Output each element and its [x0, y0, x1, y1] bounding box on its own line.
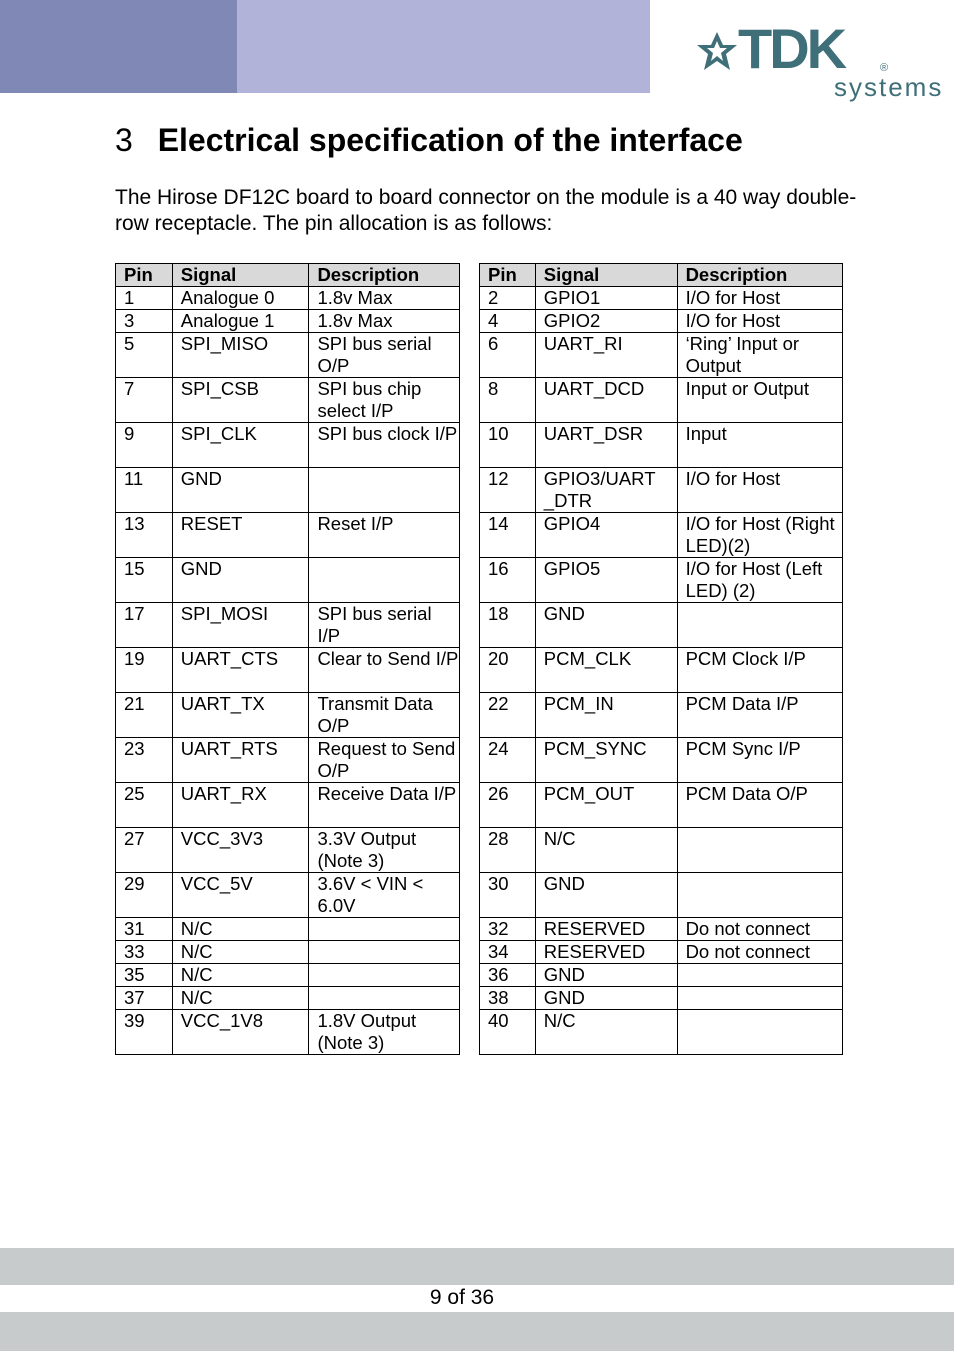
pin-cell: 32 — [480, 918, 536, 941]
pin-cell: 5 — [116, 333, 173, 378]
pin-cell: 2 — [480, 287, 536, 310]
signal-cell: PCM_OUT — [535, 783, 677, 828]
signal-cell: RESET — [172, 513, 309, 558]
logo-subtitle: systems — [834, 72, 944, 102]
description-cell: 1.8v Max — [309, 287, 460, 310]
signal-cell: GPIO5 — [535, 558, 677, 603]
table-row — [116, 828, 460, 873]
table-row — [480, 310, 843, 333]
description-cell — [309, 918, 460, 941]
pin-table-odd — [115, 263, 460, 1055]
pin-cell: 15 — [116, 558, 173, 603]
signal-cell: GPIO2 — [535, 310, 677, 333]
table-row — [116, 738, 460, 783]
signal-cell: VCC_3V3 — [172, 828, 309, 873]
signal-cell: GND — [172, 468, 309, 513]
signal-cell: PCM_CLK — [535, 648, 677, 693]
pin-cell: 3 — [116, 310, 173, 333]
description-cell — [677, 987, 842, 1010]
section-number: 3 — [115, 122, 133, 158]
pin-cell: 14 — [480, 513, 536, 558]
description-cell — [677, 603, 842, 648]
table-row — [116, 873, 460, 918]
description-cell — [677, 964, 842, 987]
description-cell — [309, 987, 460, 1010]
pin-cell: 19 — [116, 648, 173, 693]
description-cell — [309, 558, 460, 603]
description-cell: I/O for Host (Right LED)(2) — [677, 513, 842, 558]
signal-cell: GND — [535, 873, 677, 918]
tdk-emblem-icon — [694, 30, 740, 74]
signal-cell: GPIO1 — [535, 287, 677, 310]
pin-cell: 11 — [116, 468, 173, 513]
table-row — [116, 558, 460, 603]
table-row — [116, 333, 460, 378]
signal-cell: N/C — [172, 964, 309, 987]
signal-cell: N/C — [172, 987, 309, 1010]
pin-cell: 29 — [116, 873, 173, 918]
description-cell: Do not connect — [677, 918, 842, 941]
header-band-light — [237, 0, 650, 93]
pin-cell: 6 — [480, 333, 536, 378]
description-cell — [677, 828, 842, 873]
pin-cell: 16 — [480, 558, 536, 603]
signal-cell: UART_CTS — [172, 648, 309, 693]
description-cell: PCM Data O/P — [677, 783, 842, 828]
pin-cell: 1 — [116, 287, 173, 310]
description-cell: Reset I/P — [309, 513, 460, 558]
signal-cell: SPI_MISO — [172, 333, 309, 378]
description-cell: PCM Sync I/P — [677, 738, 842, 783]
table-row — [480, 987, 843, 1010]
pin-cell: 33 — [116, 941, 173, 964]
description-cell: Input or Output — [677, 378, 842, 423]
signal-cell: GND — [535, 987, 677, 1010]
table-row — [480, 333, 843, 378]
header-signal: Signal — [535, 264, 677, 287]
table-row — [480, 828, 843, 873]
signal-cell: GND — [535, 603, 677, 648]
header-signal: Signal — [172, 264, 309, 287]
table-row — [116, 918, 460, 941]
description-cell: PCM Data I/P — [677, 693, 842, 738]
pin-cell: 18 — [480, 603, 536, 648]
signal-cell: N/C — [172, 918, 309, 941]
pin-cell: 22 — [480, 693, 536, 738]
signal-cell: GPIO3/UART _DTR — [535, 468, 677, 513]
signal-cell: PCM_IN — [535, 693, 677, 738]
pin-cell: 9 — [116, 423, 173, 468]
table-row — [480, 558, 843, 603]
pin-cell: 38 — [480, 987, 536, 1010]
signal-cell: PCM_SYNC — [535, 738, 677, 783]
page-number: 9 of 36 — [429, 1286, 495, 1309]
pin-cell: 20 — [480, 648, 536, 693]
pin-cell: 36 — [480, 964, 536, 987]
description-cell: 3.3V Output (Note 3) — [309, 828, 460, 873]
header-pin: Pin — [480, 264, 536, 287]
table-row — [480, 468, 843, 513]
table-row — [116, 941, 460, 964]
signal-cell: UART_TX — [172, 693, 309, 738]
signal-cell: VCC_5V — [172, 873, 309, 918]
table-row — [480, 287, 843, 310]
signal-cell: N/C — [172, 941, 309, 964]
pin-cell: 10 — [480, 423, 536, 468]
tdk-logo — [694, 17, 944, 102]
table-row — [480, 648, 843, 693]
table-header-row — [480, 264, 843, 287]
table-row — [480, 918, 843, 941]
table-row — [116, 378, 460, 423]
table-row — [116, 1010, 460, 1055]
table-row — [480, 873, 843, 918]
pin-cell: 23 — [116, 738, 173, 783]
signal-cell: RESERVED — [535, 941, 677, 964]
pin-cell: 4 — [480, 310, 536, 333]
signal-cell: SPI_CLK — [172, 423, 309, 468]
header-description: Description — [677, 264, 842, 287]
description-cell — [309, 468, 460, 513]
signal-cell: SPI_MOSI — [172, 603, 309, 648]
description-cell: Request to Send O/P — [309, 738, 460, 783]
table-row — [116, 513, 460, 558]
signal-cell: UART_RTS — [172, 738, 309, 783]
signal-cell: Analogue 0 — [172, 287, 309, 310]
pin-cell: 27 — [116, 828, 173, 873]
signal-cell: GND — [535, 964, 677, 987]
table-header-row — [116, 264, 460, 287]
table-row — [116, 693, 460, 738]
signal-cell: N/C — [535, 1010, 677, 1055]
pin-cell: 7 — [116, 378, 173, 423]
pin-cell: 26 — [480, 783, 536, 828]
signal-cell: Analogue 1 — [172, 310, 309, 333]
pin-cell: 39 — [116, 1010, 173, 1055]
description-cell: ‘Ring’ Input or Output — [677, 333, 842, 378]
description-cell: I/O for Host — [677, 468, 842, 513]
intro-paragraph: The Hirose DF12C board to board connector on the module is a 40 way double-row receptacle. The pin allocation is as follows: — [115, 186, 857, 235]
table-row — [480, 693, 843, 738]
table-row — [480, 378, 843, 423]
description-cell: SPI bus chip select I/P — [309, 378, 460, 423]
description-cell: SPI bus clock I/P — [309, 423, 460, 468]
table-row — [116, 783, 460, 828]
header-band-dark — [0, 0, 237, 93]
pin-table-even — [479, 263, 843, 1055]
pin-cell: 31 — [116, 918, 173, 941]
pin-cell: 40 — [480, 1010, 536, 1055]
table-row — [116, 287, 460, 310]
signal-cell: UART_DSR — [535, 423, 677, 468]
table-row — [116, 310, 460, 333]
pin-cell: 35 — [116, 964, 173, 987]
table-row — [116, 964, 460, 987]
table-row — [480, 783, 843, 828]
table-row — [116, 648, 460, 693]
table-row — [480, 603, 843, 648]
footer-band-bottom — [0, 1312, 954, 1351]
table-row — [480, 941, 843, 964]
description-cell — [309, 941, 460, 964]
table-row — [116, 987, 460, 1010]
description-cell — [309, 964, 460, 987]
signal-cell: VCC_1V8 — [172, 1010, 309, 1055]
description-cell: SPI bus serial O/P — [309, 333, 460, 378]
signal-cell: GND — [172, 558, 309, 603]
pin-cell: 21 — [116, 693, 173, 738]
pin-cell: 17 — [116, 603, 173, 648]
signal-cell: UART_RI — [535, 333, 677, 378]
section-heading — [115, 122, 743, 159]
description-cell: I/O for Host (Left LED) (2) — [677, 558, 842, 603]
header-description: Description — [309, 264, 460, 287]
logo-brand: TDK — [738, 17, 845, 80]
signal-cell: UART_DCD — [535, 378, 677, 423]
pin-cell: 24 — [480, 738, 536, 783]
description-cell: 1.8v Max — [309, 310, 460, 333]
table-row — [116, 603, 460, 648]
description-cell: Clear to Send I/P — [309, 648, 460, 693]
description-cell — [677, 1010, 842, 1055]
header-pin: Pin — [116, 264, 173, 287]
table-row — [480, 513, 843, 558]
signal-cell: RESERVED — [535, 918, 677, 941]
description-cell: Transmit Data O/P — [309, 693, 460, 738]
pin-cell: 8 — [480, 378, 536, 423]
description-cell: SPI bus serial I/P — [309, 603, 460, 648]
description-cell: Do not connect — [677, 941, 842, 964]
signal-cell: N/C — [535, 828, 677, 873]
description-cell: 3.6V < VIN < 6.0V — [309, 873, 460, 918]
pin-cell: 28 — [480, 828, 536, 873]
footer-band-top — [0, 1248, 954, 1285]
pin-cell: 12 — [480, 468, 536, 513]
pin-cell: 25 — [116, 783, 173, 828]
table-row — [480, 738, 843, 783]
table-row — [480, 964, 843, 987]
description-cell — [677, 873, 842, 918]
table-row — [480, 423, 843, 468]
signal-cell: SPI_CSB — [172, 378, 309, 423]
description-cell: PCM Clock I/P — [677, 648, 842, 693]
section-title: Electrical specification of the interface — [157, 122, 743, 158]
pin-cell: 37 — [116, 987, 173, 1010]
description-cell: 1.8V Output (Note 3) — [309, 1010, 460, 1055]
description-cell: Receive Data I/P — [309, 783, 460, 828]
pin-cell: 30 — [480, 873, 536, 918]
description-cell: Input — [677, 423, 842, 468]
signal-cell: UART_RX — [172, 783, 309, 828]
table-row — [480, 1010, 843, 1055]
description-cell: I/O for Host — [677, 287, 842, 310]
description-cell: I/O for Host — [677, 310, 842, 333]
signal-cell: GPIO4 — [535, 513, 677, 558]
pin-cell: 34 — [480, 941, 536, 964]
table-row — [116, 423, 460, 468]
table-row — [116, 468, 460, 513]
pin-cell: 13 — [116, 513, 173, 558]
logo-registered-mark: ® — [880, 62, 889, 74]
